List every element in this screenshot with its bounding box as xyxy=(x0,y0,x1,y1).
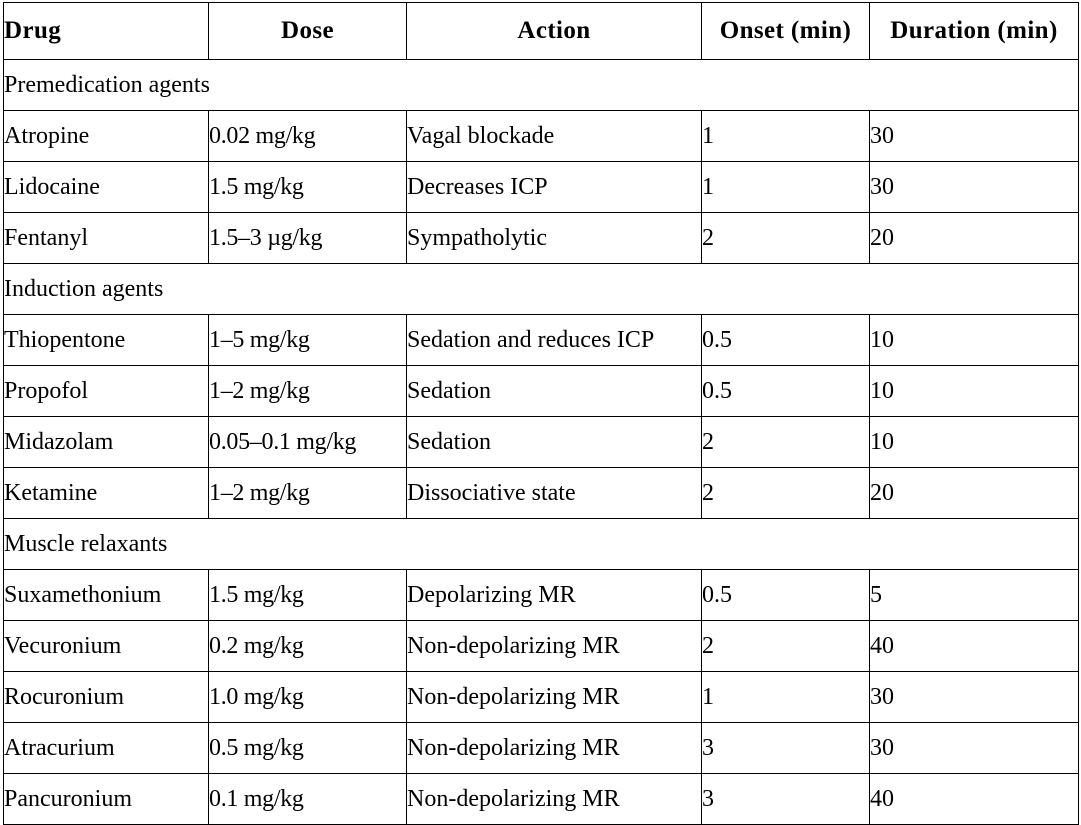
cell-onset: 0.5 xyxy=(702,570,870,621)
cell-dose: 1–2 mg/kg xyxy=(209,468,407,519)
cell-duration: 10 xyxy=(870,315,1079,366)
column-header-duration: Duration (min) xyxy=(870,3,1079,60)
cell-dose: 1–5 mg/kg xyxy=(209,315,407,366)
cell-onset: 3 xyxy=(702,723,870,774)
cell-dose: 0.2 mg/kg xyxy=(209,621,407,672)
cell-action: Non-depolarizing MR xyxy=(407,723,702,774)
cell-duration: 20 xyxy=(870,213,1079,264)
cell-onset: 2 xyxy=(702,468,870,519)
cell-action: Vagal blockade xyxy=(407,111,702,162)
cell-duration: 10 xyxy=(870,366,1079,417)
cell-dose: 0.5 mg/kg xyxy=(209,723,407,774)
cell-drug: Atracurium xyxy=(4,723,209,774)
section-title: Premedication agents xyxy=(4,60,1079,111)
cell-drug: Thiopentone xyxy=(4,315,209,366)
table-row xyxy=(4,315,1079,366)
cell-drug: Fentanyl xyxy=(4,213,209,264)
cell-dose: 1–2 mg/kg xyxy=(209,366,407,417)
cell-action: Sedation and reduces ICP xyxy=(407,315,702,366)
cell-onset: 2 xyxy=(702,621,870,672)
cell-action: Non-depolarizing MR xyxy=(407,621,702,672)
cell-drug: Pancuronium xyxy=(4,774,209,825)
cell-onset: 1 xyxy=(702,162,870,213)
cell-duration: 30 xyxy=(870,672,1079,723)
cell-dose: 0.1 mg/kg xyxy=(209,774,407,825)
cell-drug: Ketamine xyxy=(4,468,209,519)
cell-dose: 0.02 mg/kg xyxy=(209,111,407,162)
cell-drug: Suxamethonium xyxy=(4,570,209,621)
table-row xyxy=(4,468,1079,519)
section-header-row xyxy=(4,519,1079,570)
column-header-drug: Drug xyxy=(4,3,209,60)
section-header-row xyxy=(4,60,1079,111)
table-row xyxy=(4,111,1079,162)
table-body xyxy=(4,60,1079,825)
cell-drug: Midazolam xyxy=(4,417,209,468)
cell-action: Non-depolarizing MR xyxy=(407,672,702,723)
cell-onset: 3 xyxy=(702,774,870,825)
table-row xyxy=(4,417,1079,468)
cell-dose: 1.5 mg/kg xyxy=(209,570,407,621)
cell-action: Sympatholytic xyxy=(407,213,702,264)
cell-duration: 20 xyxy=(870,468,1079,519)
cell-duration: 40 xyxy=(870,774,1079,825)
cell-action: Dissociative state xyxy=(407,468,702,519)
cell-duration: 30 xyxy=(870,162,1079,213)
column-header-onset: Onset (min) xyxy=(702,3,870,60)
cell-onset: 1 xyxy=(702,111,870,162)
cell-onset: 2 xyxy=(702,417,870,468)
cell-action: Depolarizing MR xyxy=(407,570,702,621)
table-row xyxy=(4,723,1079,774)
column-header-dose: Dose xyxy=(209,3,407,60)
cell-onset: 1 xyxy=(702,672,870,723)
cell-drug: Lidocaine xyxy=(4,162,209,213)
table-header xyxy=(4,3,1079,60)
cell-duration: 30 xyxy=(870,111,1079,162)
table-row xyxy=(4,213,1079,264)
cell-onset: 0.5 xyxy=(702,315,870,366)
cell-action: Sedation xyxy=(407,417,702,468)
column-header-action: Action xyxy=(407,3,702,60)
cell-duration: 10 xyxy=(870,417,1079,468)
header-row xyxy=(4,3,1079,60)
cell-drug: Rocuronium xyxy=(4,672,209,723)
table-row xyxy=(4,621,1079,672)
cell-drug: Atropine xyxy=(4,111,209,162)
cell-dose: 1.0 mg/kg xyxy=(209,672,407,723)
cell-action: Sedation xyxy=(407,366,702,417)
cell-dose: 1.5–3 µg/kg xyxy=(209,213,407,264)
cell-action: Decreases ICP xyxy=(407,162,702,213)
cell-duration: 30 xyxy=(870,723,1079,774)
section-header-row xyxy=(4,264,1079,315)
cell-dose: 1.5 mg/kg xyxy=(209,162,407,213)
cell-duration: 40 xyxy=(870,621,1079,672)
table-row xyxy=(4,570,1079,621)
drug-dosage-table xyxy=(3,2,1079,825)
table-row xyxy=(4,672,1079,723)
section-title: Induction agents xyxy=(4,264,1079,315)
cell-action: Non-depolarizing MR xyxy=(407,774,702,825)
cell-duration: 5 xyxy=(870,570,1079,621)
cell-onset: 2 xyxy=(702,213,870,264)
cell-onset: 0.5 xyxy=(702,366,870,417)
table-row xyxy=(4,162,1079,213)
table-row xyxy=(4,366,1079,417)
section-title: Muscle relaxants xyxy=(4,519,1079,570)
cell-drug: Propofol xyxy=(4,366,209,417)
cell-dose: 0.05–0.1 mg/kg xyxy=(209,417,407,468)
cell-drug: Vecuronium xyxy=(4,621,209,672)
